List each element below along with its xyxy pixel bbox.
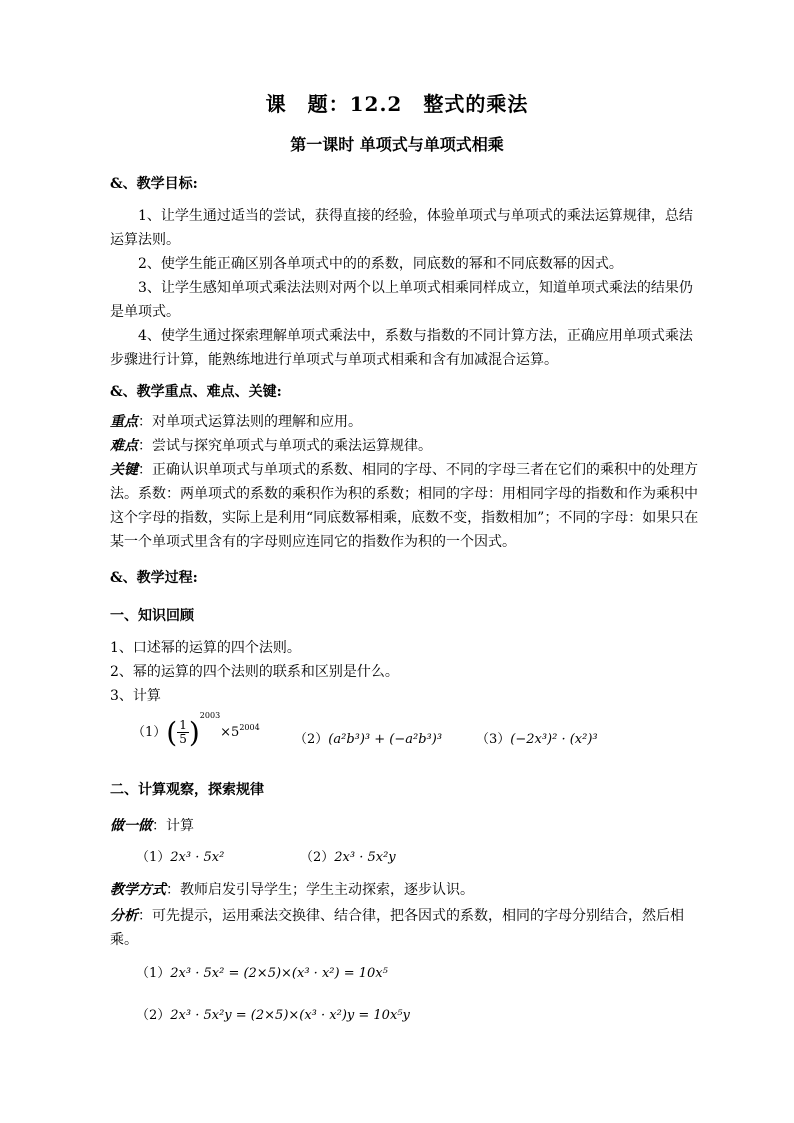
calc-expr-3: (−2x³)² · (x²)³: [510, 732, 598, 747]
section2-heading: 二、计算观察，探索规律: [110, 782, 264, 798]
paren-right: ): [188, 716, 200, 749]
calc-problem-1: [132, 711, 260, 749]
method-text: ：教师启发引导学生；学生主动探索，逐步认识。: [166, 882, 474, 898]
exercise-2: [300, 846, 396, 865]
calc-times-five: ×5: [220, 725, 240, 740]
difficulty-text: ：尝试与探究单项式与单项式的乘法运算规律。: [138, 438, 432, 454]
method-label: 教学方式: [110, 882, 166, 898]
exercise-expr-2: 2x³ · 5x²y: [334, 850, 396, 865]
doit-text: ：计算: [152, 818, 194, 834]
page-subtitle: 第一课时 单项式与单项式相乘: [290, 135, 504, 154]
doit-line: [110, 814, 700, 838]
recall-item-3: 3、计算: [110, 688, 161, 704]
key-label: 关键: [110, 462, 138, 478]
focus-label: 重点: [110, 414, 138, 430]
calc-expr-2: (a²b³)³ + (−a²b³)³: [328, 732, 443, 747]
calc-problem-2: [294, 728, 442, 747]
calc-problem-3: [476, 728, 598, 747]
keypoints-heading: &、教学重点、难点、关键:: [110, 384, 282, 400]
difficulty-label: 难点: [110, 438, 138, 454]
objective-item-2: 2、使学生能正确区别各单项式中的的系数，同底数的幂和不同底数幂的因式。: [138, 256, 623, 272]
solution-label-1: （1）: [136, 966, 171, 981]
fraction-denominator: 5: [179, 732, 187, 746]
key-text: ：正确认识单项式与单项式的系数、相同的字母、不同的字母三者在它们的乘积中的处理方法。系数：两单项式的系数的乘积作为积的系数；相同的字母：用相同字母的指数和作为乘积中这个字母的指数，实际上是利用“同底数幂相乘，底数不变，指数相加”；不同的字母：如果只在某一个单项式里含有的字母则应连同它的指数作为积的一个因式。: [110, 462, 699, 550]
key-paragraph: [110, 458, 700, 554]
exponent-2004: 2004: [239, 723, 260, 732]
fraction: [177, 719, 189, 746]
objective-item-3: 3、让学生感知单项式乘法法则对两个以上单项式相乘同样成立，知道单项式乘法的结果仍是单项式。: [110, 280, 693, 320]
focus-line: [110, 410, 700, 434]
solution-expr-1: 2x³ · 5x² = (2×5)×(x³ · x²) = 10x⁵: [170, 966, 388, 981]
analysis-text: ：可先提示，运用乘法交换律、结合律，把各因式的系数，相同的字母分别结合，然后相乘。: [110, 908, 684, 948]
recall-item-2: 2、幂的运算的四个法则的联系和区别是什么。: [110, 664, 399, 680]
analysis-label: 分析: [110, 908, 138, 924]
objective-item-1: 1、让学生通过适当的尝试，获得直接的经验，体验单项式与单项式的乘法运算规律，总结运算法则。: [110, 208, 693, 248]
paren-left: (: [166, 716, 178, 749]
focus-text: ：对单项式运算法则的理解和应用。: [138, 414, 362, 430]
solution-2: [136, 1004, 410, 1023]
solution-label-2: （2）: [136, 1008, 171, 1023]
difficulty-line: [110, 434, 700, 458]
analysis-paragraph: [110, 904, 700, 952]
exercise-expr-1: 2x³ · 5x²: [170, 850, 225, 865]
process-heading: &、教学过程:: [110, 570, 198, 586]
exercise-label-1: （1）: [136, 850, 171, 865]
objectives-heading: &、教学目标:: [110, 176, 198, 192]
section1-heading: 一、知识回顾: [110, 608, 194, 624]
exponent-2003: 2003: [199, 711, 221, 720]
page-title: 课 题：12.2 整式的乘法: [265, 92, 529, 116]
calc-label-1: （1）: [132, 725, 167, 740]
recall-item-1: 1、口述幂的运算的四个法则。: [110, 640, 301, 656]
fraction-numerator: 1: [179, 718, 187, 732]
solution-expr-2: 2x³ · 5x²y = (2×5)×(x³ · x²)y = 10x⁵y: [170, 1008, 410, 1023]
exercise-label-2: （2）: [300, 850, 335, 865]
exercise-1: [136, 846, 224, 865]
method-line: [110, 878, 700, 902]
doit-label: 做一做: [110, 818, 152, 834]
objective-item-4: 4、使学生通过探索理解单项式乘法中，系数与指数的不同计算方法，正确应用单项式乘法步骤进行计算，能熟练地进行单项式与单项式相乘和含有加减混合运算。: [110, 328, 693, 368]
calc-label-2: （2）: [294, 732, 329, 747]
calc-label-3: （3）: [476, 732, 511, 747]
solution-1: [136, 962, 388, 981]
